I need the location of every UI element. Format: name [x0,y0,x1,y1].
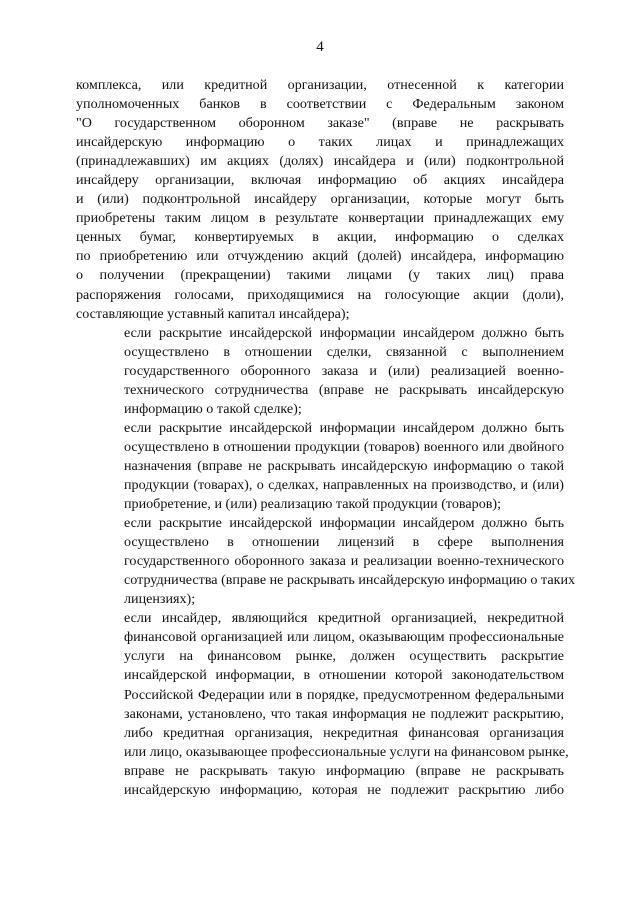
text-line: приобретение, и (или) реализацию такой продукции (товаров); [124,496,502,513]
text-line: ценных бумаг, конвертируемых в акции, информацию о сделках [76,229,564,246]
paragraph [76,76,564,324]
text-line: Российской Федерации или в порядке, предусмотренном федеральными [124,686,564,703]
paragraph [76,609,569,799]
text-line: и (или) подконтрольной инсайдеру организации, которые могут быть [76,191,564,208]
document-body [76,76,576,800]
text-line: "О государственном оборонном заказе" (вправе не раскрывать [76,115,564,132]
text-line: инсайдерскую информацию, которая не подлежит раскрытию либо [124,781,564,798]
text-line: законами, установлено, что такая информация не подлежит раскрытию, [124,705,564,722]
paragraph [76,419,564,514]
text-line: информацию о такой сделке); [124,400,302,417]
text-line: технического сотрудничества (вправе не раскрывать инсайдерскую [124,381,564,398]
paragraph [76,514,576,609]
text-line: если инсайдер, являющийся кредитной организацией, некредитной [124,610,564,627]
text-line: услуги на финансовом рынке, должен осуществить раскрытие [124,648,564,665]
text-line: о получении (прекращении) такими лицами (у таких лиц) права [76,267,564,284]
text-line: финансовой организацией или лицом, оказывающим профессиональные [124,629,564,646]
text-line: продукции (товарах), о сделках, направленных на производство, и (или) [124,476,564,493]
text-line: государственного оборонного заказа и (или) реализацией военно- [124,362,564,379]
text-line: инсайдеру организации, включая информацию об акциях инсайдера [76,172,564,189]
text-line: инсайдерскую информацию о таких лицах и принадлежащих [76,134,564,151]
text-line: составляющие уставный капитал инсайдера); [76,305,350,322]
text-line: назначения (вправе не раскрывать инсайдерскую информацию о такой [124,457,564,474]
text-line: осуществлено в отношении сделки, связанной с выполнением [124,343,564,360]
text-line: осуществлено в отношении лицензий в сфере выполнения [124,534,564,551]
text-line: если раскрытие инсайдерской информации инсайдером должно быть [124,515,564,532]
text-line: уполномоченных банков в соответствии с Федеральным законом [76,96,564,113]
text-line: (принадлежавших) им акциях (долях) инсайдера и (или) подконтрольной [76,153,564,170]
text-line: сотрудничества (вправе не раскрывать инсайдерскую информацию о таких [124,572,576,589]
paragraph [76,324,564,419]
text-line: лицензиях); [124,591,196,608]
text-line: если раскрытие инсайдерской информации инсайдером должно быть [124,324,564,341]
text-line: по приобретению или отчуждению акций (долей) инсайдера, информацию [76,248,564,265]
text-line: распоряжения голосами, приходящимися на голосующие акции (доли), [76,286,564,303]
text-line: если раскрытие инсайдерской информации инсайдером должно быть [124,419,564,436]
text-line: государственного оборонного заказа и реализации военно-технического [124,553,564,570]
page-number: 4 [316,39,324,55]
text-line: комплекса, или кредитной организации, отнесенной к категории [76,77,564,93]
text-line: приобретены таким лицом в результате конвертации принадлежащих ему [76,210,564,227]
text-line: вправе не раскрывать такую информацию (вправе не раскрывать [124,762,564,779]
text-line: инсайдерской информации, в отношении которой законодательством [124,667,564,684]
text-line: либо кредитная организация, некредитная финансовая организация [124,724,564,741]
text-line: осуществлено в отношении продукции (товаров) военного или двойного [124,438,564,455]
text-line: или лицо, оказывающее профессиональные услуги на финансовом рынке, [124,743,569,760]
